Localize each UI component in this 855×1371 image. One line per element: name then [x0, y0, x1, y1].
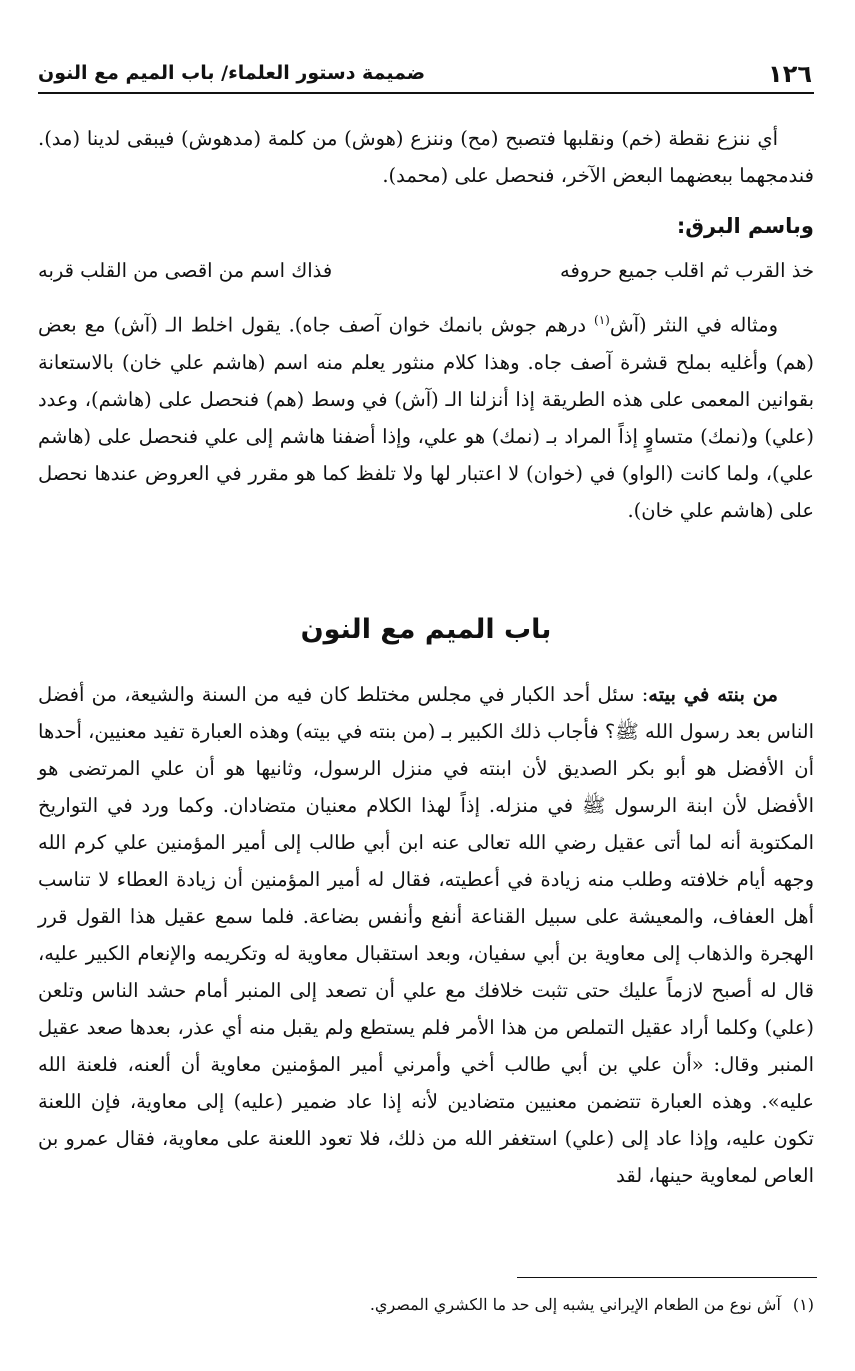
- intro-paragraph: أي ننزع نقطة (خم) ونقلبها فتصبح (مح) وننزع (هوش) من كلمة (مدهوش) فيبقى لدينا (مد). فندمجهما ببعضهما البعض الآخر، فنحصل على (محمد).: [38, 127, 814, 187]
- intro-block: [38, 120, 814, 194]
- verse-first-hemistich: خذ القرب ثم اقلب جميع حروفه: [560, 259, 814, 282]
- entry-lead-term: من بنته في بيته: [648, 683, 779, 706]
- subheading: وباسم البرق:: [676, 214, 814, 238]
- footnote-reference[interactable]: (١): [594, 313, 610, 327]
- footnote-number: (١): [792, 1295, 814, 1314]
- entry-paragraph: [38, 676, 814, 1194]
- verse-line: [38, 253, 814, 289]
- verse-second-hemistich: فذاك اسم من اقصى من القلب قربه: [38, 259, 333, 282]
- example-block: [38, 302, 814, 529]
- running-title: ضميمة دستور العلماء/ باب الميم مع النون: [38, 62, 426, 84]
- entry-block: [38, 676, 814, 1194]
- footnote-separator: [517, 1277, 817, 1278]
- example-text-start: ومثاله في النثر (آش: [609, 313, 778, 337]
- footnote-text: آش نوع من الطعام الإيراني يشبه إلى حد ما الكشري المصري.: [369, 1295, 781, 1314]
- example-text-rest: درهم جوش بانمك خوان آصف جاه). يقول اخلط الـ (آش) مع بعض (هم) وأغليه بملح قشرة آصف جاه. وهذا كلام منثور يعلم منه اسم (هاشم علي خان) بالاستعانة بقوانين المعمى على هذه الطريقة إذا أنزلنا الـ (آش) في وسط (هم) فنحصل على (هاشم)، وعدد (علي) و(نمك) متساوٍ إذاً المراد بـ (نمك) هو علي، وإذا أضفنا هاشم إلى علي فنحصل على (هاشم علي)، ولما كانت (الواو) في (خوان) لا اعتبار لها ولا تلفظ كما هو مقرر في العروض عندها نحصل على (هاشم علي خان).: [38, 313, 814, 522]
- footnote: [38, 1290, 814, 1320]
- verse-block: [38, 253, 814, 289]
- page-number: ١٢٦: [768, 60, 812, 88]
- subheading-block: [38, 208, 814, 244]
- section-title: باب الميم مع النون: [300, 614, 552, 645]
- entry-text: : سئل أحد الكبار في مجلس مختلط كان فيه من السنة والشيعة، من أفضل الناس بعد رسول الله ﷺ؟ فأجاب ذلك الكبير بـ (من بنته في بيته) وهذه العبارة تفيد معنيين، أحدها أن الأفضل هو أبو بكر الصديق لأن ابنته في منزل الرسول، وثانيها هو أن علي المرتضى هو الأفضل لأن ابنة الرسول ﷺ في منزله. إذاً لهذا الكلام معنيان متضادان. وكما ورد في التواريخ المكتوبة أنه لما أتى عقيل رضي الله تعالى عنه ابن أبي طالب إلى أمير المؤمنين علي كرم الله وجهه أيام خلافته وطلب منه زيادة في أعطيته، فقال له أمير المؤمنين أن زيادة العطاء لا تناسب أهل العفاف، والمعيشة على سبيل القناعة أنفع وأنفس بضاعة. فلما سمع عقيل هذا القول قرر الهجرة والذهاب إلى معاوية بن أبي سفيان، وبعد استقبال معاوية له وتكريمه والإنعام الكبير عليه، قال له أصبح لازماً عليك حتى تثبت خلافك مع علي أن تصعد إلى المنبر أمام حشد الناس وتلعن (علي) وكلما أراد عقيل التملص من هذا الأمر فلم يستطع ولم يقبل منه أي عذر، بعدها صعد عقيل المنبر وقال: «أن علي بن أبي طالب أخي وأمرني أمير المؤمنين معاوية أن ألعنه، فلعنة الله عليه». وهذه العبارة تتضمن معنيين متضادين لأنه إذا عاد ضمير (عليه) إلى معاوية، فإن اللعنة تكون عليه، وإذا عاد إلى (علي) استغفر الله من ذلك، فلا تعود اللعنة على معاوية، فقال عمرو بن العاص لمعاوية حينها، لقد: [38, 683, 814, 1187]
- section-title-block: [38, 614, 814, 645]
- page-header: [38, 58, 814, 94]
- example-paragraph: [38, 302, 814, 529]
